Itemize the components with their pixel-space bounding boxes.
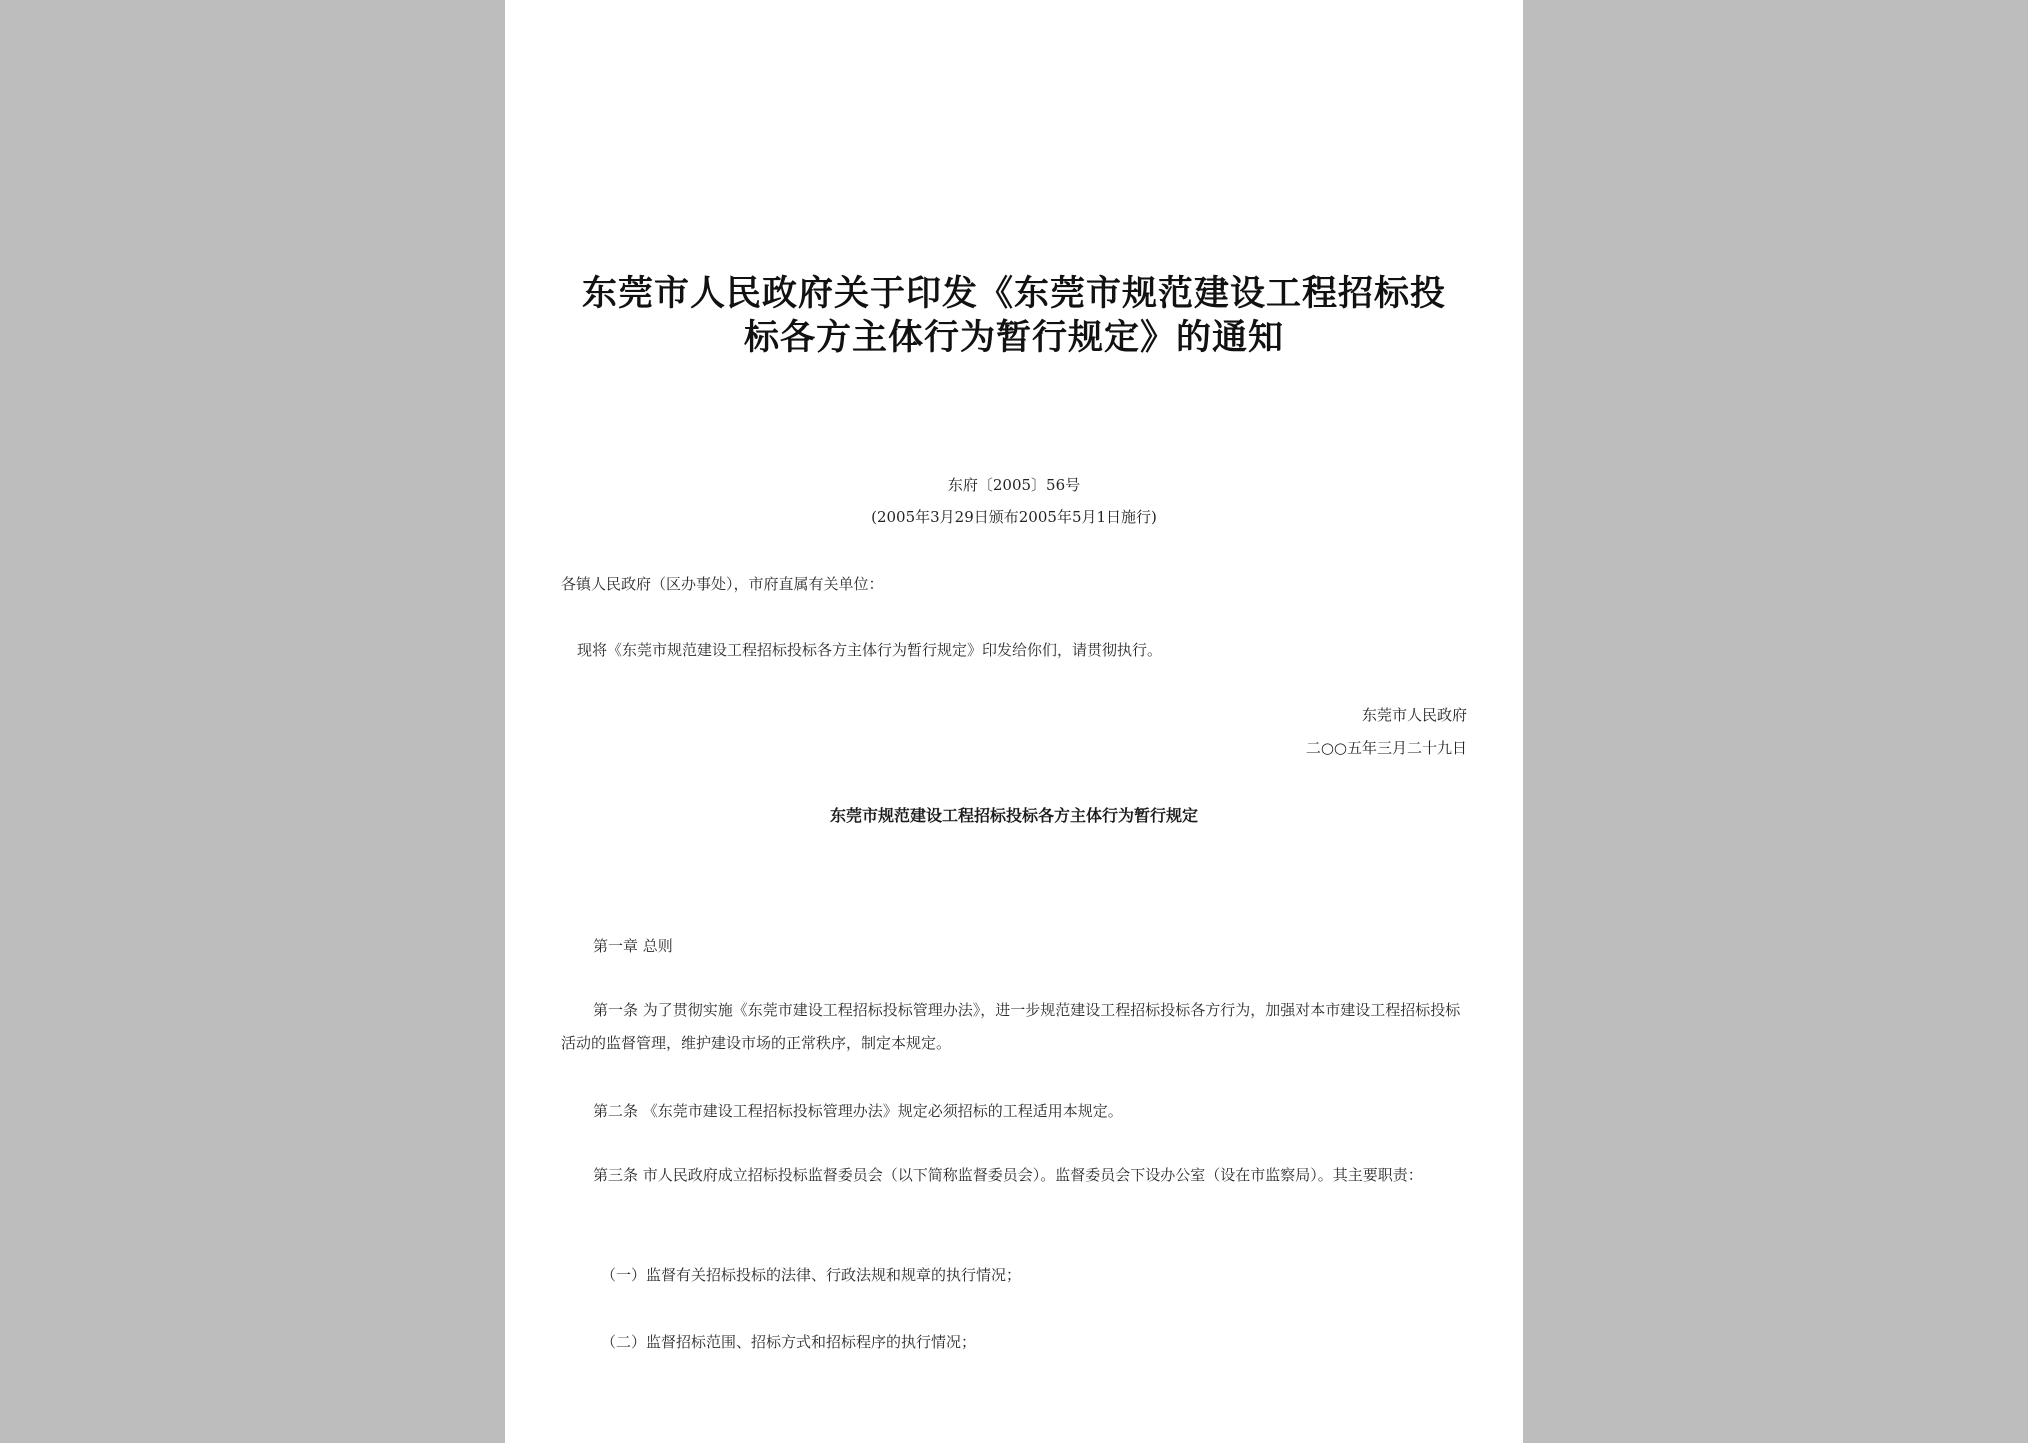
- addressee: 各镇人民政府（区办事处），市府直属有关单位：: [561, 575, 884, 593]
- issuer-signature: 东莞市人民政府: [1361, 706, 1467, 724]
- promulgation-note: (2005年3月29日颁布2005年5月1日施行): [871, 508, 1157, 526]
- article-1: 第一条 为了贯彻实施《东莞市建设工程招标投标管理办法》，进一步规范建设工程招标投标各方行为，加强对本市建设工程招标投标活动的监督管理，维护建设市场的正常秩序，制定本规定。: [561, 1001, 1461, 1052]
- regulation-title: 东莞市规范建设工程招标投标各方主体行为暂行规定: [829, 806, 1198, 825]
- article-3-item-1: （一）监督有关招标投标的法律、行政法规和规章的执行情况；: [601, 1266, 1022, 1284]
- notice-body: 现将《东莞市规范建设工程招标投标各方主体行为暂行规定》印发给你们，请贯彻执行。: [577, 641, 1163, 659]
- chapter-heading: 第一章 总则: [593, 937, 673, 955]
- document-number: 东府〔2005〕56号: [947, 476, 1081, 494]
- article-3: 第三条 市人民政府成立招标投标监督委员会（以下简称监督委员会）。监督委员会下设办公室（设在市监察局）。其主要职责：: [593, 1166, 1423, 1184]
- document-title-line-1: 东莞市人民政府关于印发《东莞市规范建设工程招标投: [581, 273, 1446, 314]
- document-title-line-2: 标各方主体行为暂行规定》的通知: [743, 317, 1284, 358]
- article-3-item-2: （二）监督招标范围、招标方式和招标程序的执行情况；: [601, 1333, 977, 1351]
- issue-date: 二○○五年三月二十九日: [1305, 739, 1467, 757]
- article-2: 第二条 《东莞市建设工程招标投标管理办法》规定必须招标的工程适用本规定。: [593, 1102, 1123, 1120]
- document-page: [505, 0, 1523, 1443]
